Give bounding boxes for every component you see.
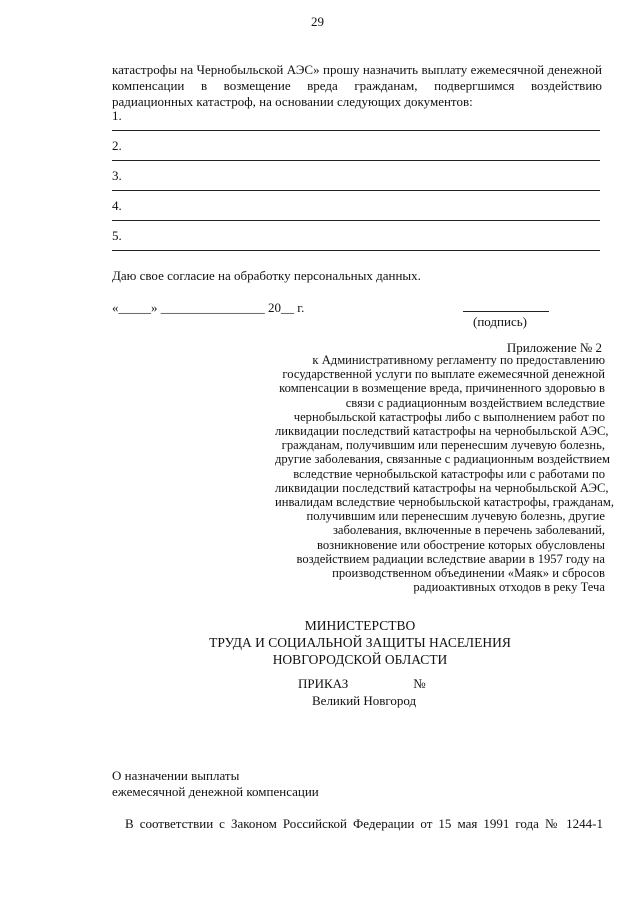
consent-text: Даю свое согласие на обработку персональных данных.: [112, 268, 421, 283]
request-paragraph: [112, 62, 602, 110]
appendix-line: к Административному регламенту по предоставлению: [312, 353, 605, 367]
document-item: [112, 138, 600, 168]
page-number: 29: [311, 14, 324, 29]
document-number: 3.: [112, 168, 122, 183]
appendix-line: компенсации в возмещение вреда, причиненного здоровью в: [279, 381, 605, 396]
body-first-line: В соответствии с Законом Российской Федерации от 15 мая 1991 года № 1244-1: [125, 816, 603, 831]
signature-label: (подпись): [473, 314, 527, 329]
appendix-line: гражданам, получившим или перенесшим лучевую болезнь,: [281, 438, 605, 453]
document-number: 1.: [112, 108, 122, 123]
document-blank-line: [112, 250, 600, 251]
document-number: 4.: [112, 198, 122, 213]
ministry-line: НОВГОРОДСКОЙ ОБЛАСТИ: [272, 652, 448, 667]
appendix-line: воздействием радиации вследствие аварии в 1957 году на: [296, 551, 605, 566]
document-number: 5.: [112, 228, 122, 243]
appendix-line: возникновение или обострение которых обусловлены: [316, 537, 605, 552]
document-blank-line: [112, 190, 600, 191]
appendix-line: производственном объединении «Маяк» и сбросов: [332, 566, 605, 581]
appendix-line: чернобыльской катастрофы либо с выполнением работ по: [293, 409, 605, 424]
appendix-line: государственной услуги по выплате ежемесячной денежной: [282, 367, 605, 382]
document-blank-line: [112, 220, 600, 221]
ministry-line: ТРУДА И СОЦИАЛЬНОЙ ЗАЩИТЫ НАСЕЛЕНИЯ: [209, 635, 511, 650]
appendix-line: получившим или перенесшим лучевую болезнь, другие: [306, 509, 605, 524]
appendix-line: связи с радиационным воздействием вследствие: [345, 395, 605, 410]
subject-line: О назначении выплаты: [112, 768, 240, 783]
order-subject: [112, 768, 319, 800]
document-item: [112, 198, 600, 228]
appendix-title: Приложение № 2: [506, 340, 602, 355]
appendix-line: инвалидам вследствие чернобыльской катастрофы, гражданам,: [275, 495, 614, 510]
ministry-heading: [150, 617, 570, 668]
city-name: Великий Новгород: [312, 693, 417, 708]
document-item: [112, 108, 600, 138]
signature-line: [463, 311, 549, 312]
paragraph-line: радиационных катастроф, на основании следующих документов:: [112, 94, 473, 109]
documents-list: [112, 108, 600, 258]
document-item: [112, 168, 600, 198]
document-blank-line: [112, 160, 600, 161]
paragraph-line: компенсации в возмещение вреда гражданам, подвергшимся воздействию: [112, 78, 602, 93]
appendix-line: заболевания, включенные в перечень заболеваний,: [332, 523, 605, 538]
appendix-line: ликвидации последствий катастрофы на чернобыльской АЭС,: [275, 424, 609, 439]
paragraph-line: катастрофы на Чернобыльской АЭС» прошу назначить выплату ежемесячной денежной: [112, 62, 602, 77]
appendix-line: ликвидации последствий катастрофы на чернобыльской АЭС,: [275, 480, 609, 495]
document-item: [112, 228, 600, 258]
subject-line: ежемесячной денежной компенсации: [112, 784, 319, 799]
document-blank-line: [112, 130, 600, 131]
date-line: «_____» ________________ 20__ г.: [112, 300, 305, 315]
document-number: 2.: [112, 138, 122, 153]
order-heading: ПРИКАЗ №: [298, 676, 426, 691]
appendix-line: вследствие чернобыльской катастрофы или с работами по: [293, 466, 605, 481]
appendix-line: радиоактивных отходов в реку Теча: [413, 580, 605, 595]
appendix-body: [275, 353, 614, 595]
appendix-line: другие заболевания, связанные с радиационным воздействием: [275, 452, 610, 467]
ministry-line: МИНИСТЕРСТВО: [304, 618, 416, 633]
